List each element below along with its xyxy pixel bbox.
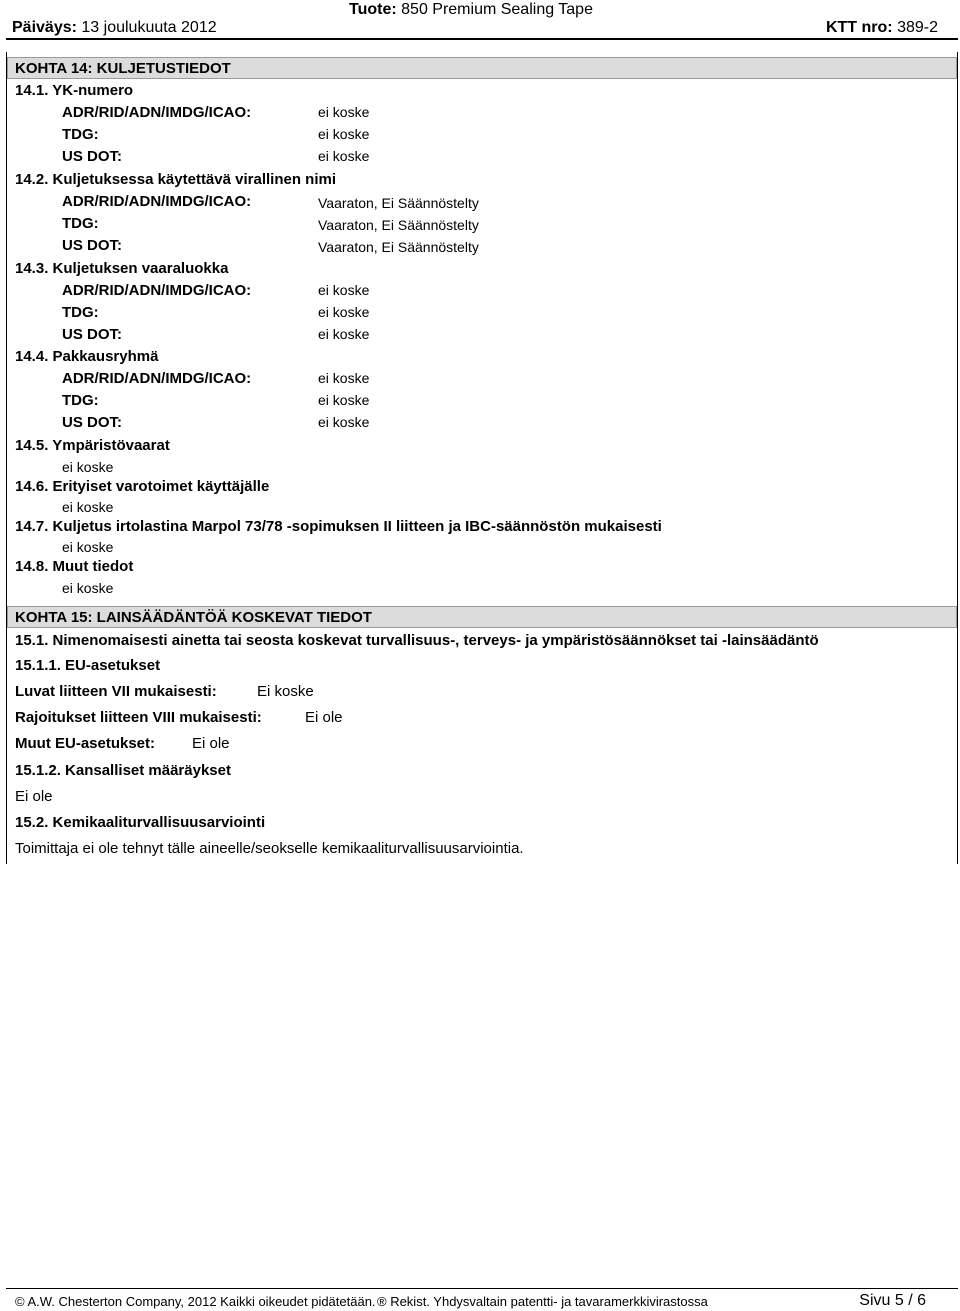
ktt-value: 389-2 [897, 19, 938, 36]
heading-15-1: 15.1. Nimenomaisesti ainetta tai seosta koskevat turvallisuus-, terveys- ja ympäristösäännökset tai -lainsäädäntö [15, 632, 819, 649]
section-14-title-bar [7, 57, 957, 79]
date-value: 13 joulukuuta 2012 [81, 19, 217, 36]
heading-15-1-2: 15.1.2. Kansalliset määräykset [15, 762, 231, 779]
value-14-3-tdg: ei koske [318, 304, 370, 320]
text-15-2: Toimittaja ei ole tehnyt tälle aineelle/seokselle kemikaaliturvallisuusarviointia. [15, 840, 524, 857]
label-14-1-tdg: TDG: [62, 126, 99, 143]
page-header [0, 0, 960, 40]
heading-14-2: 14.2. Kuljetuksessa käytettävä virallinen nimi [15, 171, 336, 188]
heading-14-8: 14.8. Muut tiedot [15, 558, 134, 575]
label-14-1-adr: ADR/RID/ADN/IMDG/ICAO: [62, 104, 252, 121]
value-15-1-2: Ei ole [15, 788, 53, 805]
value-14-6: ei koske [62, 499, 114, 515]
heading-14-5: 14.5. Ympäristövaarat [15, 437, 170, 454]
value-14-1-usdot: ei koske [318, 148, 370, 164]
label-14-3-usdot: US DOT: [62, 326, 122, 343]
value-14-4-adr: ei koske [318, 370, 370, 386]
label-14-4-usdot: US DOT: [62, 414, 122, 431]
section-14-title: KOHTA 14: KULJETUSTIEDOT [15, 60, 231, 77]
annex-8-value: Ei ole [305, 709, 343, 726]
section-15-title: KOHTA 15: LAINSÄÄDÄNTÖÄ KOSKEVAT TIEDOT [15, 609, 372, 626]
annex-7-value: Ei koske [257, 683, 314, 700]
label-14-2-tdg: TDG: [62, 215, 99, 232]
header-rule [6, 38, 958, 40]
value-14-8: ei koske [62, 580, 114, 596]
section-15-title-bar [7, 606, 957, 628]
heading-14-4: 14.4. Pakkausryhmä [15, 348, 159, 365]
product-value: 850 Premium Sealing Tape [401, 1, 593, 18]
heading-14-3: 14.3. Kuljetuksen vaaraluokka [15, 260, 229, 277]
label-14-4-adr: ADR/RID/ADN/IMDG/ICAO: [62, 370, 252, 387]
heading-14-6: 14.6. Erityiset varotoimet käyttäjälle [15, 478, 270, 495]
value-14-2-tdg: Vaaraton, Ei Säännöstelty [318, 217, 479, 233]
footer-page-number: Sivu 5 / 6 [859, 1292, 926, 1309]
value-14-3-adr: ei koske [318, 282, 370, 298]
value-14-2-adr: Vaaraton, Ei Säännöstelty [318, 195, 479, 211]
heading-14-7: 14.7. Kuljetus irtolastina Marpol 73/78 -sopimuksen II liitteen ja IBC-säännöstön mukaisesti [15, 518, 662, 535]
heading-15-2: 15.2. Kemikaaliturvallisuusarviointi [15, 814, 266, 831]
annex-8-label: Rajoitukset liitteen VIII mukaisesti: [15, 709, 262, 726]
footer-trademark: ® Rekist. Yhdysvaltain patentti- ja tavaramerkkivirastossa [377, 1294, 708, 1309]
label-14-2-usdot: US DOT: [62, 237, 122, 254]
value-14-1-tdg: ei koske [318, 126, 370, 142]
value-14-2-usdot: Vaaraton, Ei Säännöstelty [318, 239, 479, 255]
value-14-4-tdg: ei koske [318, 392, 370, 408]
ktt-line [826, 19, 938, 37]
label-14-3-tdg: TDG: [62, 304, 99, 321]
heading-15-1-1: 15.1.1. EU-asetukset [15, 657, 161, 674]
value-14-5: ei koske [62, 459, 114, 475]
ktt-label: KTT nro: [825, 19, 893, 36]
product-line [349, 1, 593, 19]
date-label: Päiväys: [12, 19, 77, 36]
value-14-4-usdot: ei koske [318, 414, 370, 430]
other-eu-value: Ei ole [192, 735, 230, 752]
value-14-7: ei koske [62, 539, 114, 555]
other-eu-label: Muut EU-asetukset: [15, 735, 156, 752]
label-14-2-adr: ADR/RID/ADN/IMDG/ICAO: [62, 193, 252, 210]
date-line [12, 19, 217, 37]
footer-rule [6, 1288, 958, 1289]
footer-copyright: © A.W. Chesterton Company, 2012 Kaikki oikeudet pidätetään. [15, 1294, 376, 1309]
label-14-4-tdg: TDG: [62, 392, 99, 409]
product-label: Tuote: [349, 1, 397, 18]
value-14-3-usdot: ei koske [318, 326, 370, 342]
value-14-1-adr: ei koske [318, 104, 370, 120]
heading-14-1: 14.1. YK-numero [15, 82, 134, 99]
annex-7-label: Luvat liitteen VII mukaisesti: [15, 683, 217, 700]
label-14-3-adr: ADR/RID/ADN/IMDG/ICAO: [62, 282, 252, 299]
label-14-1-usdot: US DOT: [62, 148, 122, 165]
